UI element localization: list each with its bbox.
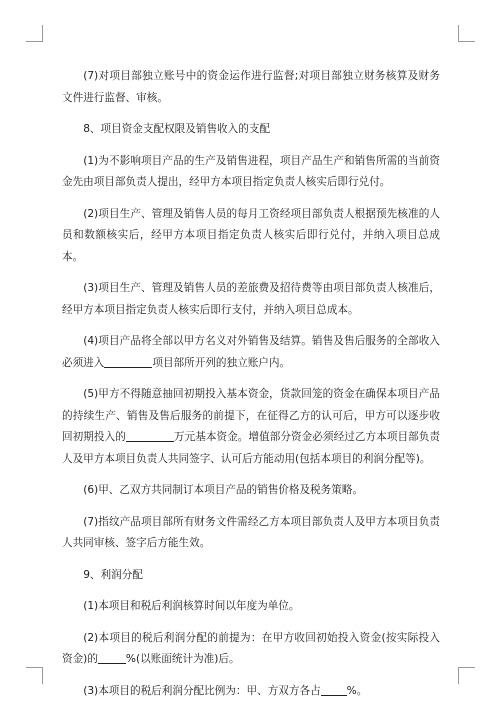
paragraph-initial-capital-text-b: 万元基本资金。增值部分资金必须经过乙方本项目部负责人及甲方本项目负责人共同签字、认可后方能动用(包括本项目的利润分配等)。 xyxy=(62,431,441,465)
crop-mark-top-right xyxy=(458,25,475,42)
paragraph-sales-settlement xyxy=(62,331,440,374)
paragraph-sales-settlement-text-b: 项目部所开列的独立账户内。 xyxy=(152,356,291,369)
crop-mark-bottom-right xyxy=(458,667,475,684)
fill-in-blank-amount xyxy=(126,428,174,442)
paragraph-distribution-premise-text-b: %(以账面统计为准)后。 xyxy=(125,653,240,665)
paragraph-initial-capital xyxy=(62,384,440,470)
fill-in-blank-ratio xyxy=(321,682,347,696)
section-heading-fund-authority: 8、项目资金支配权限及销售收入的支配 xyxy=(83,123,271,135)
crop-mark-bottom-left xyxy=(26,667,43,684)
paragraph-distribution-ratio-text-a: (3)本项目的税后利润分配比例为：甲、方双方各占 xyxy=(83,684,321,697)
fill-in-blank-account xyxy=(104,354,152,368)
paragraph-distribution-ratio-text-b: %。 xyxy=(346,684,368,697)
paragraph-current-funds: (1)为不影响项目产品的生产及销售进程，项目产品生产和销售所需的当前资金先由项目部负责人提出，经甲方本项目指定负责人核实后即行兑付。 xyxy=(62,154,440,188)
paragraph-financial-documents: (7)指纹产品项目部所有财务文件需经乙方本项目部负责人及甲方本项目负责人共同审核、签字后方能生效。 xyxy=(62,515,440,549)
paragraph-supervision: (7)对项目部独立账号中的资金运作进行监督;对项目部独立财务核算及财务文件进行监督、审核。 xyxy=(62,70,440,104)
paragraph-distribution-premise xyxy=(62,628,440,671)
section-heading-profit-distribution: 9、利润分配 xyxy=(83,568,143,581)
paragraph-initial-capital-text-a: (5)甲方不得随意抽回初期投入基本资金，货款回笼的资金在确保本项目产品的持续生产、销售及售后服务的前提下，在征得乙方的认可后，甲方可以逐步收回初期投入的 xyxy=(62,388,440,443)
paragraph-distribution-ratio xyxy=(62,681,440,703)
paragraph-monthly-wages: (2)项目生产、管理及销售人员的每月工资经项目部负责人根据预先核准的人员和数额核实后，经甲方本项目指定负责人核实后即行兑付，并纳入项目总成本。 xyxy=(62,207,440,263)
fill-in-blank-percent xyxy=(98,650,126,664)
paragraph-sales-settlement-text-a: (4)项目产品将全部以甲方名义对外销售及结算。销售及售后服务的全部收入必须进入 xyxy=(62,335,440,369)
paragraph-travel-expenses: (3)项目生产、管理及销售人员的差旅费及招待费等由项目部负责人核准后，经甲方本项目指定负责人核实后即行支付，并纳入项目总成本。 xyxy=(62,282,440,316)
paragraph-distribution-premise-text-a: (2)本项目的税后利润分配的前提为：在甲方收回初始投入资金(按实际投入资金)的 xyxy=(62,631,440,665)
paragraph-pricing-strategy: (6)甲、乙双方共同制订本项目产品的销售价格及税务策略。 xyxy=(83,484,364,496)
document-body xyxy=(62,66,440,712)
paragraph-accounting-period: (1)本项目和税后利润核算时间以年度为单位。 xyxy=(83,600,300,612)
crop-mark-top-left xyxy=(26,25,43,42)
